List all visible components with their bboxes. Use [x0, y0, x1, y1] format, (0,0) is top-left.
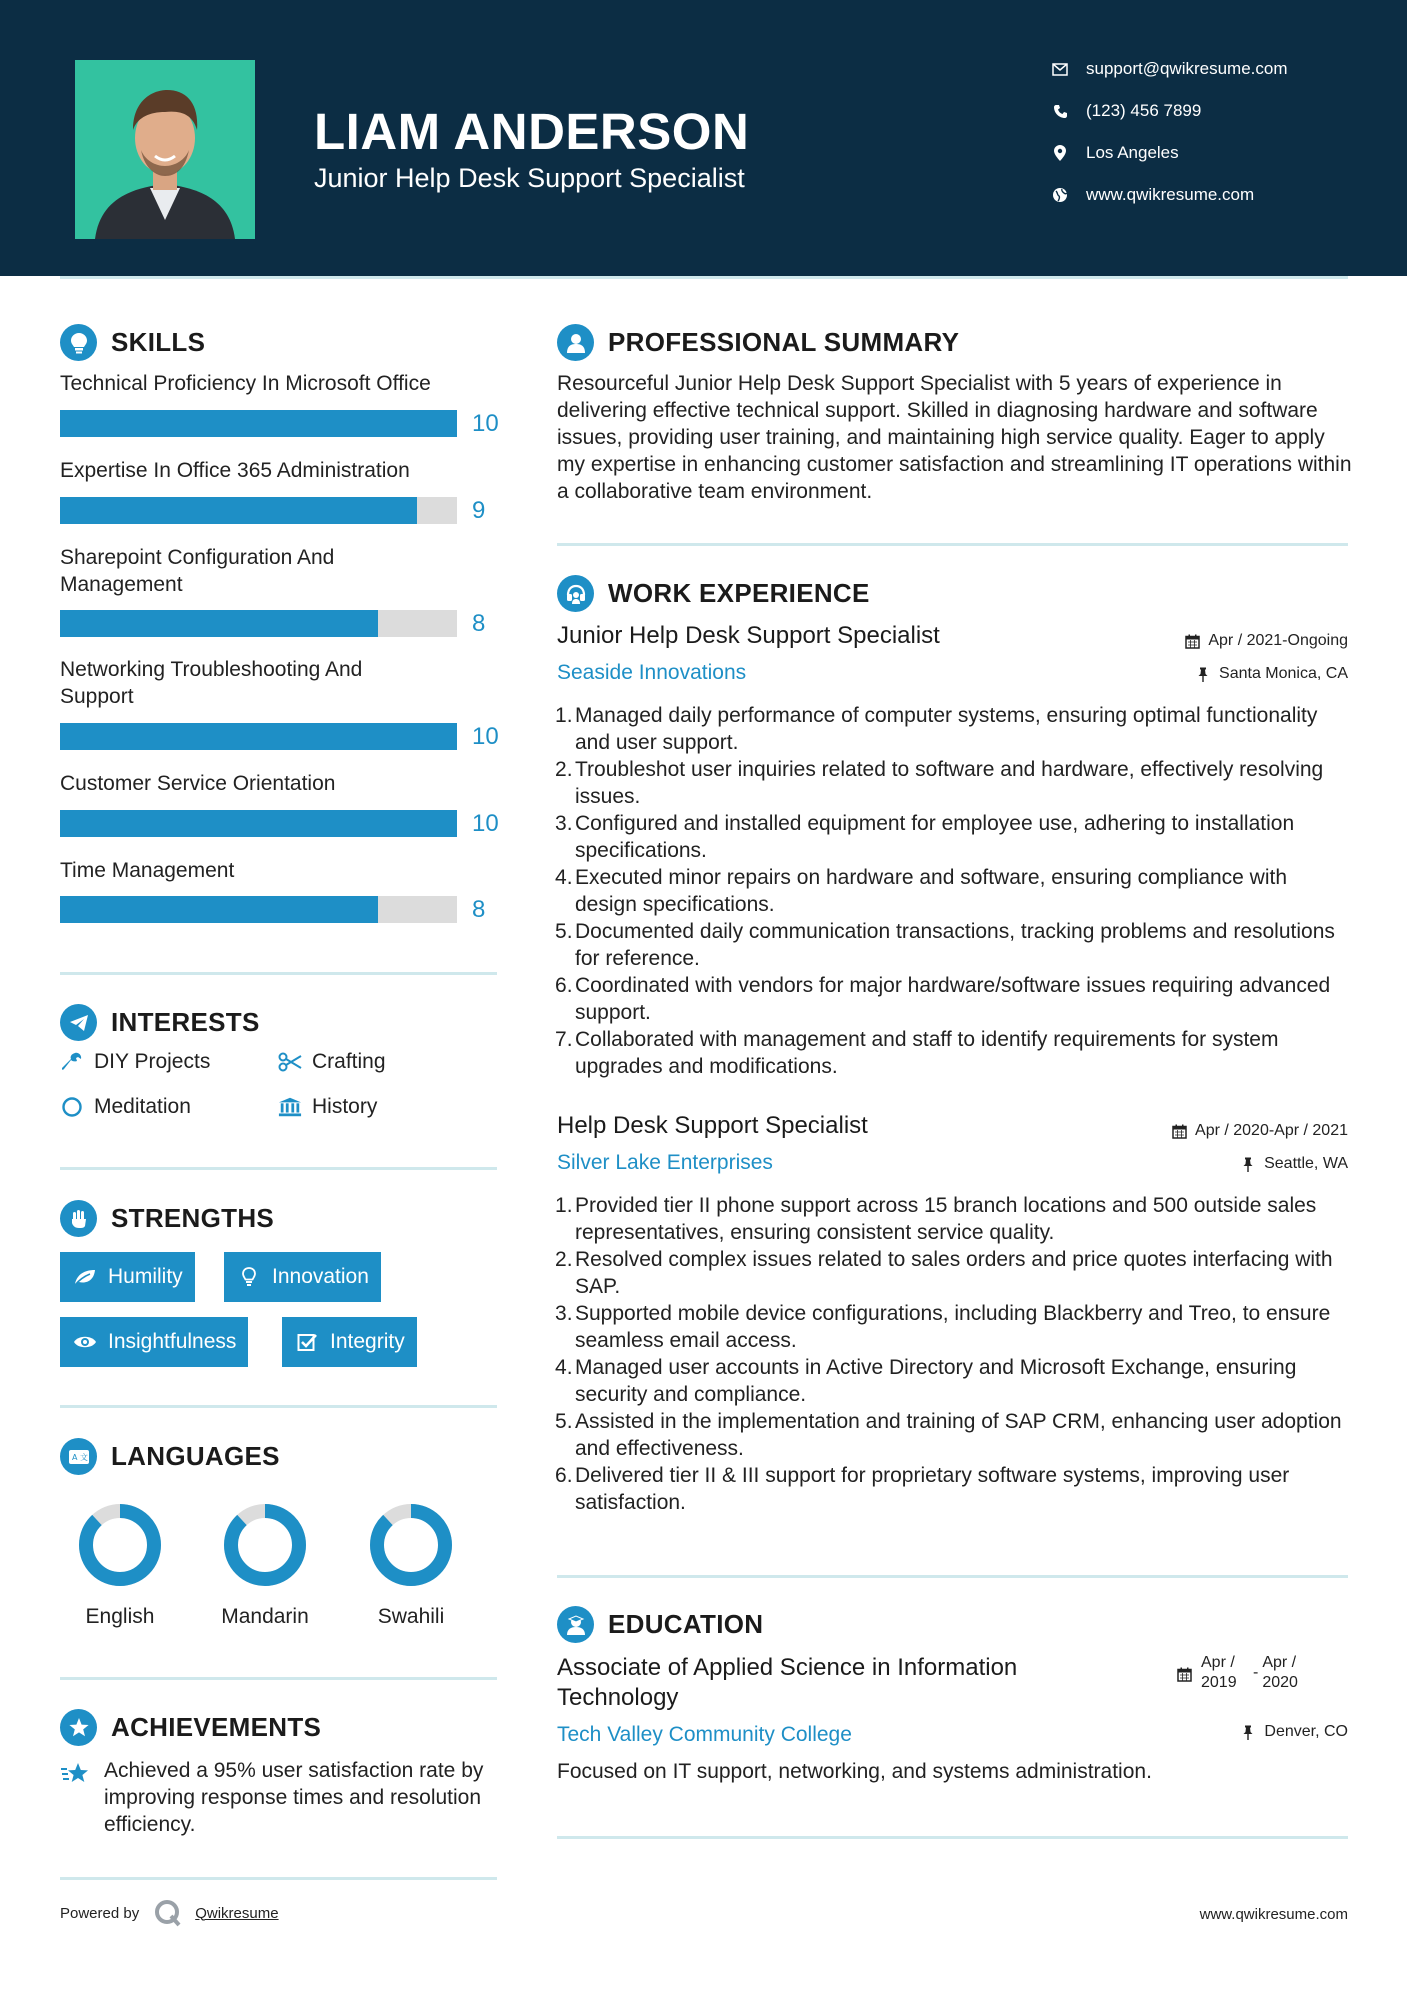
interest-label: Crafting — [312, 1050, 386, 1073]
star-badge-icon — [60, 1709, 97, 1746]
hand-icon — [60, 1200, 97, 1237]
skill-score: 8 — [472, 610, 486, 637]
mail-icon — [1050, 59, 1070, 79]
skill-score: 8 — [472, 896, 486, 923]
interests-title: INTERESTS — [111, 1007, 260, 1037]
circle-icon — [60, 1095, 84, 1119]
section-divider — [60, 1167, 497, 1170]
summary-title: PROFESSIONAL SUMMARY — [608, 327, 960, 357]
skill-bar-fill — [60, 610, 378, 637]
skill-label: Technical Proficiency In Microsoft Office — [60, 372, 431, 395]
duty-list — [557, 702, 1347, 1080]
language-donut-fill — [86, 1511, 154, 1579]
education-date-separator: - — [1253, 1664, 1259, 1681]
section-divider — [557, 1575, 1348, 1578]
duty-item: Managed user accounts in Active Directory and Microsoft Exchange, ensuring security and compliance. — [575, 1356, 1297, 1406]
phone-icon — [1050, 101, 1070, 121]
achievements-heading — [60, 1709, 321, 1746]
skill-label: Time Management — [60, 859, 235, 882]
achievements-title: ACHIEVEMENTS — [111, 1712, 322, 1742]
footer-website[interactable]: www.qwikresume.com — [1199, 1906, 1348, 1923]
contact-email[interactable] — [1050, 54, 1380, 84]
job-location-text: Seattle, WA — [1264, 1155, 1348, 1172]
job-date — [1171, 1122, 1348, 1140]
skill-label: Networking Troubleshooting And Support — [60, 658, 363, 708]
qwikresume-link[interactable]: Qwikresume — [195, 1904, 279, 1922]
qwikresume-logo-icon — [153, 1898, 183, 1928]
duty-item: Delivered tier II & III support for proprietary software systems, improving user satisfaction. — [575, 1464, 1290, 1514]
job-title: Junior Help Desk Support Specialist — [557, 622, 940, 649]
company-name: Seaside Innovations — [557, 661, 747, 684]
language-label: English — [85, 1605, 155, 1628]
resume-header — [0, 0, 1407, 276]
job-date-text: Apr / 2021-Ongoing — [1208, 632, 1348, 649]
job-title: Help Desk Support Specialist — [557, 1112, 868, 1139]
job-date — [1184, 632, 1348, 650]
paper-plane-icon — [60, 1004, 97, 1041]
school-name: Tech Valley Community College — [557, 1723, 852, 1746]
contact-phone[interactable] — [1050, 96, 1380, 126]
interest-label: DIY Projects — [94, 1050, 211, 1073]
strength-label: Humility — [108, 1265, 183, 1288]
section-divider — [60, 972, 497, 975]
section-divider — [60, 1877, 497, 1880]
profile-photo — [75, 60, 255, 239]
interest-item — [278, 1095, 377, 1119]
skill-bar — [60, 610, 457, 637]
interest-label: Meditation — [94, 1095, 191, 1118]
skill-bar — [60, 810, 457, 837]
duty-item: Collaborated with management and staff to identify requirements for system upgrades and modifications. — [575, 1028, 1279, 1078]
strength-chip — [224, 1252, 381, 1302]
duty-item: Troubleshot user inquiries related to software and hardware, effectively resolving issues. — [575, 758, 1324, 808]
lightbulb-icon — [236, 1265, 262, 1289]
user-icon — [557, 324, 594, 361]
skill-label: Expertise In Office 365 Administration — [60, 459, 410, 482]
section-divider — [557, 543, 1348, 546]
contact-email-text: support@qwikresume.com — [1086, 59, 1288, 78]
education-date — [1177, 1653, 1306, 1693]
skills-heading — [60, 324, 205, 361]
strengths-title: STRENGTHS — [111, 1203, 275, 1233]
calendar-icon — [1171, 1123, 1187, 1139]
section-divider — [60, 1677, 497, 1680]
strength-chip — [282, 1317, 417, 1367]
eye-icon — [72, 1330, 98, 1354]
education-title: EDUCATION — [608, 1609, 764, 1639]
education-date-start: Apr / 2019 — [1201, 1654, 1237, 1691]
experience-title: WORK EXPERIENCE — [608, 578, 870, 608]
stars-icon — [60, 1761, 92, 1787]
strength-label: Integrity — [330, 1330, 405, 1353]
duty-item: Documented daily communication transactions, tracking problems and resolutions for reference. — [575, 920, 1335, 970]
skill-score: 10 — [472, 410, 499, 437]
skill-bar-fill — [60, 497, 417, 524]
skill-bar-fill — [60, 896, 378, 923]
candidate-name: LIAM ANDERSON — [314, 103, 750, 160]
duty-item: Executed minor repairs on hardware and software, ensuring compliance with design specifications. — [575, 866, 1288, 916]
contact-location-text: Los Angeles — [1086, 143, 1179, 162]
strength-label: Insightfulness — [108, 1330, 237, 1353]
languages-heading — [60, 1438, 280, 1475]
education-location — [1240, 1723, 1348, 1741]
duty-item: Coordinated with vendors for major hardware/software issues requiring advanced support. — [575, 974, 1331, 1024]
duty-item: Managed daily performance of computer systems, ensuring optimal functionality and user support. — [575, 704, 1318, 754]
section-divider — [557, 1836, 1348, 1839]
svg-text:A: A — [71, 1452, 77, 1462]
skill-score: 10 — [472, 810, 499, 837]
contact-phone-text: (123) 456 7899 — [1086, 101, 1202, 120]
language-donut — [369, 1503, 453, 1587]
pin-icon — [1240, 1724, 1256, 1740]
duty-item: Supported mobile device configurations, including Blackberry and Treo, to ensure seamless email access. — [575, 1302, 1331, 1352]
language-donut-fill — [231, 1511, 299, 1579]
education-description: Focused on IT support, networking, and systems administration. — [557, 1760, 1152, 1783]
candidate-role: Junior Help Desk Support Specialist — [314, 163, 745, 193]
header-divider — [60, 276, 1348, 279]
skill-bar — [60, 497, 457, 524]
calendar-icon — [1184, 633, 1200, 649]
skills-title: SKILLS — [111, 327, 206, 357]
education-location-text: Denver, CO — [1264, 1723, 1348, 1740]
section-divider — [60, 1405, 497, 1408]
language-donut — [223, 1503, 307, 1587]
lightbulb-icon — [60, 324, 97, 361]
translate-icon — [60, 1438, 97, 1475]
contact-website-text: www.qwikresume.com — [1086, 185, 1255, 204]
interests-heading — [60, 1004, 260, 1041]
skill-score: 9 — [472, 497, 486, 524]
contact-website[interactable] — [1050, 180, 1380, 210]
skill-bar — [60, 896, 457, 923]
duty-item: Resolved complex issues related to sales orders and price quotes interfacing with SAP. — [575, 1248, 1333, 1298]
globe-icon — [1050, 185, 1070, 205]
duty-list — [557, 1192, 1347, 1516]
language-donut-fill — [377, 1511, 445, 1579]
interest-item — [278, 1050, 386, 1074]
skill-bar-fill — [60, 723, 457, 750]
interest-label: History — [312, 1095, 378, 1118]
graduate-icon — [557, 1606, 594, 1643]
job-location — [1240, 1155, 1348, 1173]
interest-item — [60, 1050, 210, 1074]
experience-heading — [557, 575, 870, 612]
strength-label: Innovation — [272, 1265, 369, 1288]
language-label: Mandarin — [221, 1605, 309, 1628]
footer-powered-by — [60, 1898, 279, 1928]
museum-icon — [278, 1095, 302, 1119]
headset-icon — [557, 575, 594, 612]
duty-item: Provided tier II phone support across 15 branch locations and 500 outside sales representatives, ensuring consistent service quality. — [575, 1194, 1317, 1244]
job-date-text: Apr / 2020-Apr / 2021 — [1195, 1122, 1348, 1139]
duty-item: Assisted in the implementation and training of SAP CRM, enhancing user adoption and effectiveness. — [575, 1410, 1342, 1460]
languages-title: LANGUAGES — [111, 1441, 280, 1471]
calendar-icon — [1177, 1667, 1193, 1683]
skill-score: 10 — [472, 723, 499, 750]
pin-icon — [1195, 666, 1211, 682]
strength-chip — [60, 1252, 195, 1302]
strengths-heading — [60, 1200, 274, 1237]
skill-bar — [60, 723, 457, 750]
summary-text: Resourceful Junior Help Desk Support Specialist with 5 years of experience in delivering effective technical support. Skilled in diagnosing hardware and software issues, providing user training, and maintaining high service quality. Eager to apply my expertise in enhancing customer satisfaction and streamlining IT operations within a collaborative team environment. — [557, 372, 1352, 503]
duty-item: Configured and installed equipment for employee use, adhering to installation specifications. — [575, 812, 1295, 862]
pin-icon — [1240, 1156, 1256, 1172]
skill-label: Customer Service Orientation — [60, 772, 336, 795]
education-date-end: Apr / 2020 — [1262, 1654, 1298, 1691]
location-icon — [1050, 143, 1070, 163]
leaf-icon — [72, 1265, 98, 1289]
skill-label: Sharepoint Configuration And Management — [60, 546, 335, 596]
wrench-icon — [60, 1050, 84, 1074]
skill-bar-fill — [60, 410, 457, 437]
company-name: Silver Lake Enterprises — [557, 1151, 773, 1174]
strength-chip — [60, 1317, 248, 1367]
education-heading — [557, 1606, 763, 1643]
summary-heading — [557, 324, 959, 361]
job-location — [1195, 665, 1348, 683]
contact-location — [1050, 138, 1380, 168]
svg-text:文: 文 — [79, 1452, 88, 1462]
language-label: Swahili — [377, 1605, 445, 1628]
scissors-icon — [278, 1050, 302, 1074]
skill-bar — [60, 410, 457, 437]
skill-bar-fill — [60, 810, 457, 837]
language-donut — [78, 1503, 162, 1587]
achievement-text: Achieved a 95% user satisfaction rate by improving response times and resolution efficiency. — [104, 1759, 484, 1836]
job-location-text: Santa Monica, CA — [1219, 665, 1348, 682]
powered-by-text: Powered by — [60, 1904, 140, 1922]
check-square-icon — [294, 1330, 320, 1354]
interest-item — [60, 1095, 191, 1119]
degree-title: Associate of Applied Science in Information Technology — [557, 1654, 1018, 1711]
